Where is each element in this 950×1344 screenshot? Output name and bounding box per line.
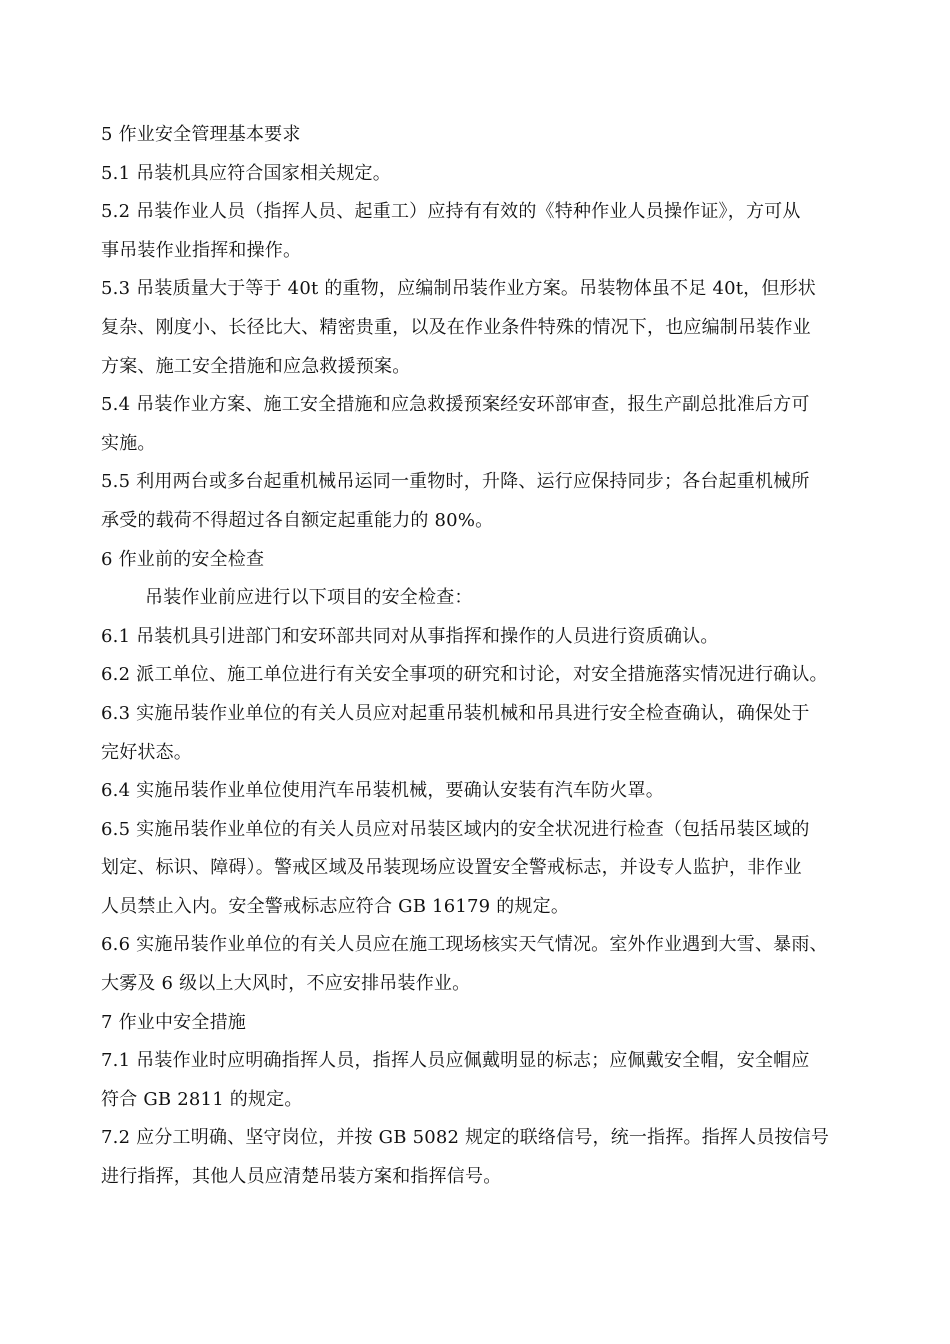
text-line: 人员禁止入内。安全警戒标志应符合 GB 16179 的规定。 xyxy=(101,895,570,917)
text-line: 5.2 吊装作业人员（指挥人员、起重工）应持有有效的《特种作业人员操作证》，方可从 xyxy=(101,201,801,223)
text-line: 7.1 吊装作业时应明确指挥人员，指挥人员应佩戴明显的标志；应佩戴安全帽，安全帽应 xyxy=(101,1050,810,1072)
text-line: 5.3 吊装质量大于等于 40t 的重物，应编制吊装作业方案。吊装物体虽不足 40t，但形状 xyxy=(101,278,816,300)
document-body xyxy=(101,116,861,1197)
text-line: 吊装作业前应进行以下项目的安全检查： xyxy=(145,587,473,609)
text-line: 承受的载荷不得超过各自额定起重能力的 80%。 xyxy=(101,509,494,531)
text-line: 5 作业安全管理基本要求 xyxy=(101,124,301,145)
text-line: 事吊装作业指挥和操作。 xyxy=(101,239,302,261)
text-line: 实施。 xyxy=(101,432,156,454)
text-line: 6.4 实施吊装作业单位使用汽车吊装机械，要确认安装有汽车防火罩。 xyxy=(101,780,664,802)
text-line: 复杂、刚度小、长径比大、精密贵重，以及在作业条件特殊的情况下，也应编制吊装作业 xyxy=(101,316,811,338)
text-line: 6.3 实施吊装作业单位的有关人员应对起重吊装机械和吊具进行安全检查确认，确保处于 xyxy=(101,702,810,724)
text-line: 符合 GB 2811 的规定。 xyxy=(101,1088,303,1110)
text-line: 6.6 实施吊装作业单位的有关人员应在施工现场核实天气情况。室外作业遇到大雪、暴雨、 xyxy=(101,934,828,956)
text-line: 大雾及 6 级以上大风时，不应安排吊装作业。 xyxy=(101,973,471,995)
text-line: 划定、标识、障碍）。警戒区域及吊装现场应设置安全警戒标志，并设专人监护，非作业 xyxy=(101,857,802,879)
text-line: 完好状态。 xyxy=(101,741,192,763)
text-line: 6 作业前的安全检查 xyxy=(101,548,265,570)
text-line: 方案、施工安全措施和应急救援预案。 xyxy=(101,355,411,377)
text-line: 进行指挥，其他人员应清楚吊装方案和指挥信号。 xyxy=(101,1166,502,1188)
text-line: 5.4 吊装作业方案、施工安全措施和应急救援预案经安环部审查，报生产副总批准后方可 xyxy=(101,394,810,416)
text-line: 7.2 应分工明确、坚守岗位，并按 GB 5082 规定的联络信号，统一指挥。指挥人员按信号 xyxy=(101,1127,830,1149)
text-line: 5.1 吊装机具应符合国家相关规定。 xyxy=(101,162,391,184)
text-line: 5.5 利用两台或多台起重机械吊运同一重物时，升降、运行应保持同步；各台起重机械所 xyxy=(101,471,810,493)
text-line: 6.1 吊装机具引进部门和安环部共同对从事指挥和操作的人员进行资质确认。 xyxy=(101,625,719,647)
text-line: 6.5 实施吊装作业单位的有关人员应对吊装区域内的安全状况进行检查（包括吊装区域的 xyxy=(101,818,810,840)
text-line: 7 作业中安全措施 xyxy=(101,1011,246,1033)
text-line: 6.2 派工单位、施工单位进行有关安全事项的研究和讨论，对安全措施落实情况进行确认。 xyxy=(101,664,828,686)
